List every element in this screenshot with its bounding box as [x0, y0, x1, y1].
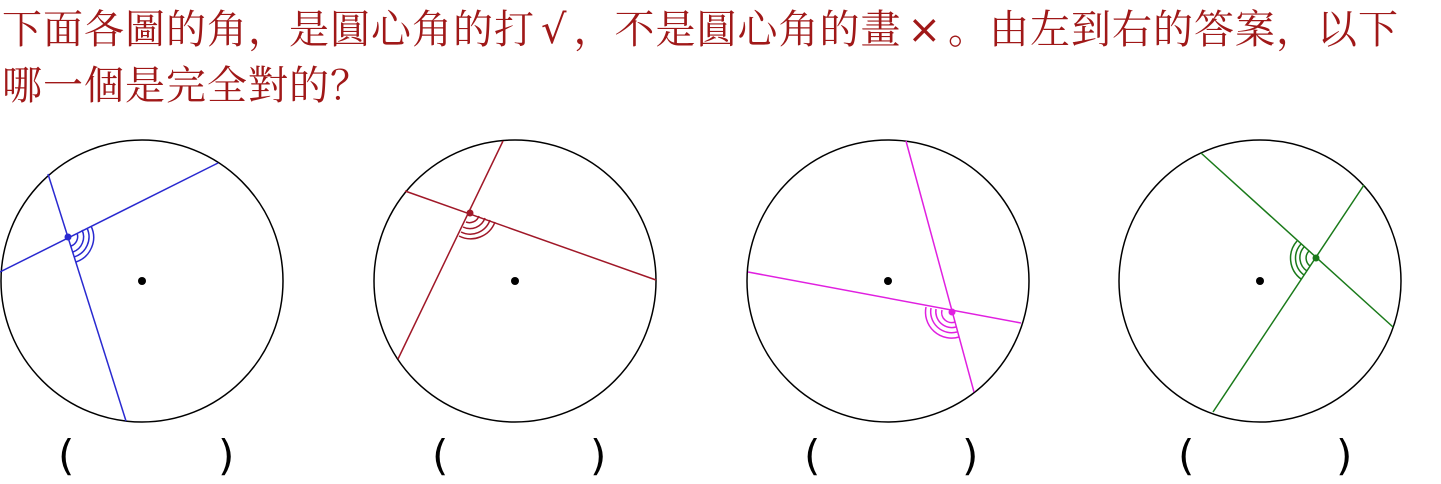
figure-3-center: [884, 277, 892, 285]
figure-4-angle-vertex: [1313, 255, 1320, 262]
figure-2-angle-vertex: [467, 210, 474, 217]
answer-3-close: ): [962, 431, 979, 480]
figure-2-center: [511, 277, 519, 285]
cross-mark-icon: ×: [907, 7, 943, 53]
answer-2-close: ): [590, 431, 607, 480]
figure-4-center: [1256, 277, 1264, 285]
figure-3: [747, 140, 1029, 422]
answer-4-open: (: [1178, 431, 1195, 480]
answer-3-open: (: [804, 431, 821, 480]
figure-1: [0, 140, 283, 422]
figure-3-angle-vertex: [949, 309, 956, 316]
answer-1-open: (: [58, 431, 75, 480]
figure-3-chords: [748, 141, 1021, 392]
answer-4-close: ): [1336, 431, 1353, 480]
figure-1-chords: [0, 163, 218, 421]
question-part2: ，不是圓心角的畫: [573, 7, 902, 53]
answer-2-open: (: [432, 431, 449, 480]
figure-2-chords: [398, 141, 656, 359]
figure-1-angle-vertex: [65, 234, 72, 241]
figure-2: [374, 140, 656, 422]
figure-1-center: [138, 277, 146, 285]
figure-4: [1119, 140, 1401, 422]
answer-1-close: ): [218, 431, 235, 480]
question-part1: 下面各圖的角，是圓心角的打: [2, 7, 535, 53]
figure-4-chords: [1201, 153, 1393, 412]
question-part3: 。由左到右的答案，以下哪一個是完全對的？: [2, 7, 1400, 109]
figure-1-angle-arcs: [71, 226, 94, 262]
figure-4-angle-arcs: [1291, 241, 1310, 279]
check-mark-icon: √: [541, 7, 568, 53]
